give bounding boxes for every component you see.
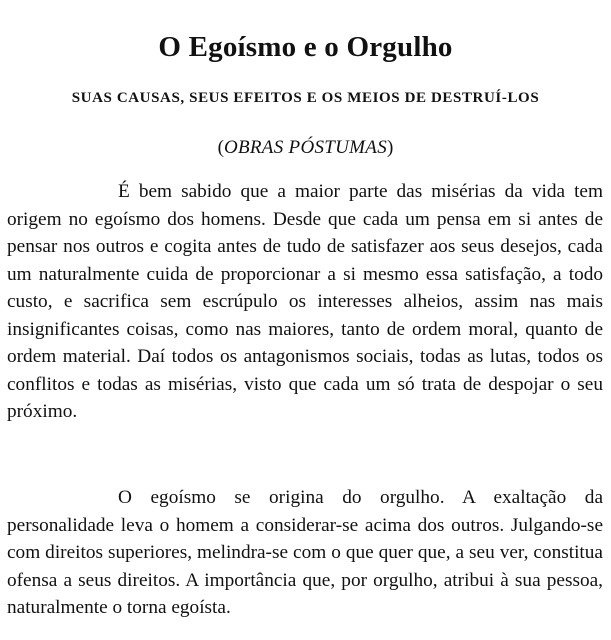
source-close-paren: )	[387, 137, 394, 158]
source-title: OBRAS PÓSTUMAS	[223, 137, 388, 158]
source-open-paren: (	[217, 137, 224, 158]
document-title: O Egoísmo e o Orgulho	[158, 31, 453, 63]
document-subtitle: SUAS CAUSAS, SEUS EFEITOS E OS MEIOS DE DESTRUÍ-LOS	[71, 90, 540, 106]
body-paragraph-1: É bem sabido que a maior parte das misérias da vida tem origem no egoísmo dos homens. Desde que cada um pensa em si antes de pensar nos outros e cogita antes de tudo de satisfazer aos seus desejos, cada um naturalmente cuida de proporcionar a si mesmo essa satisfação, a todo custo, e sacrifica sem escrúpulo os interesses alheios, assim nas mais insignificantes coisas, como nas maiores, tanto de ordem moral, quanto de ordem material. Daí todos os antagonismos sociais, todas as lutas, todos os conflitos e todas as misérias, visto que cada um só trata de despojar o seu próximo.	[7, 181, 603, 422]
body-paragraph-2: O egoísmo se origina do orgulho. A exaltação da personalidade leva o homem a considerar-se acima dos outros. Julgando-se com direitos superiores, melindra-se com o que quer que, a seu ver, constitua ofensa a seus direitos. A importância que, por orgulho, atribui à sua pessoa, naturalmente o torna egoísta.	[7, 487, 603, 618]
source-reference	[0, 135, 611, 161]
